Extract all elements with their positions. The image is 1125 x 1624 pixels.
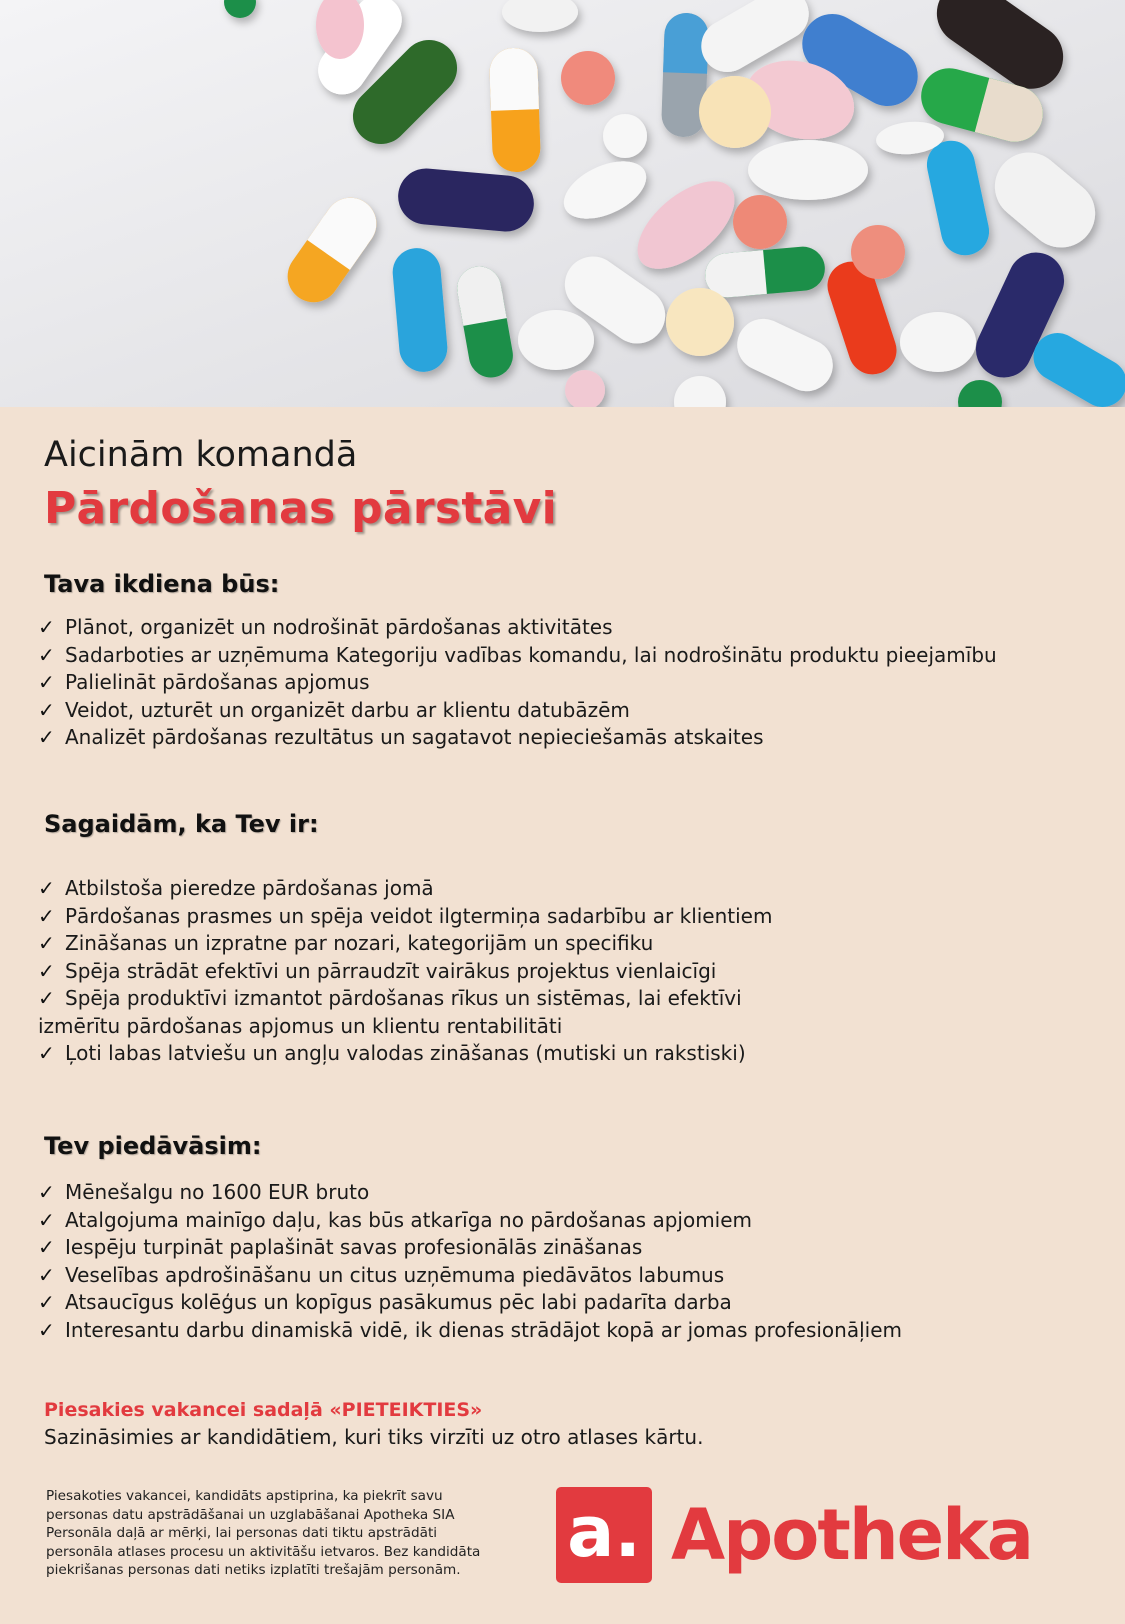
job-posting <box>0 407 1125 1624</box>
list-item: ✓ Atsaucīgus kolēģus un kopīgus pasākumus pēc labi padarīta darba <box>38 1289 902 1317</box>
check-icon: ✓ <box>38 1207 55 1232</box>
list-item: ✓ Mēnešalgu no 1600 EUR bruto <box>38 1179 902 1207</box>
check-icon: ✓ <box>38 903 55 928</box>
logo-mark-text: a. <box>567 1491 641 1573</box>
hero-pills-image <box>0 0 1125 407</box>
check-icon: ✓ <box>38 931 55 955</box>
check-icon: ✓ <box>38 986 55 1010</box>
check-icon: ✓ <box>38 876 55 900</box>
check-icon: ✓ <box>38 1180 55 1204</box>
list-item: ✓ Atalgojuma mainīgo daļu, kas būs atkarīga no pārdošanas apjomiem <box>38 1207 902 1235</box>
job-title: Pārdošanas pārstāvi <box>44 483 558 534</box>
privacy-disclaimer: Piesakoties vakancei, kandidāts apstiprina, ka piekrīt savu personas datu apstrādāšanai un uzglabāšanai Apotheka SIA Personāla daļā ar mērķi, lai personas dati tiktu apstrādāti personāla atlases procesu un aktivitāšu ietvaros. Bez kandidāta piekrišanas personas dati netiks izplatīti trešajām personām. <box>46 1488 481 1578</box>
list-item: ✓ Sadarboties ar uzņēmuma Kategoriju vadības komandu, lai nodrošinātu produktu pieejamību <box>38 642 997 670</box>
check-icon: ✓ <box>38 1290 55 1314</box>
check-icon: ✓ <box>38 615 55 639</box>
logo-mark <box>556 1487 652 1583</box>
section-heading-daily-tasks: Tava ikdiena būs: <box>44 570 280 598</box>
logo-wordmark: Apotheka <box>671 1494 1032 1576</box>
check-icon: ✓ <box>38 1262 55 1287</box>
section-heading-requirements: Sagaidām, ka Tev ir: <box>44 810 319 838</box>
section-heading-offer: Tev piedāvāsim: <box>44 1132 262 1160</box>
list-item: ✓ Veidot, uzturēt un organizēt darbu ar klientu datubāzēm <box>38 697 997 725</box>
list-item: ✓ Atbilstoša pieredze pārdošanas jomā <box>38 875 828 903</box>
apply-instruction: Piesakies vakancei sadaļā «PIETEIKTIES» <box>44 1399 483 1421</box>
list-item: ✓ Palielināt pārdošanas apjomus <box>38 669 997 697</box>
list-item: ✓ Iespēju turpināt paplašināt savas profesionālās zināšanas <box>38 1234 902 1262</box>
check-icon: ✓ <box>38 958 55 983</box>
list-item: ✓ Plānot, organizēt un nodrošināt pārdošanas aktivitātes <box>38 614 997 642</box>
check-icon: ✓ <box>38 1041 55 1065</box>
check-icon: ✓ <box>38 670 55 694</box>
list-item: ✓ Ļoti labas latviešu un angļu valodas zināšanas (mutiski un rakstiski) <box>38 1040 828 1068</box>
check-icon: ✓ <box>38 725 55 749</box>
check-icon: ✓ <box>38 642 55 667</box>
list-item: ✓ Spēja produktīvi izmantot pārdošanas rīkus un sistēmas, lai efektīvi izmērītu pārdošanas apjomus un klientu rentabilitāti <box>38 986 742 1038</box>
check-icon: ✓ <box>38 697 55 722</box>
pills-illustration <box>0 0 1125 407</box>
daily-tasks-list <box>38 614 997 752</box>
apotheka-logo <box>556 1487 1056 1587</box>
check-icon: ✓ <box>38 1235 55 1259</box>
list-item: ✓ Analizēt pārdošanas rezultātus un sagatavot nepieciešamās atskaites <box>38 724 997 752</box>
offer-list <box>38 1179 902 1344</box>
intro-text: Aicinām komandā <box>44 435 358 475</box>
list-item: ✓ Spēja strādāt efektīvi un pārraudzīt vairākus projektus vienlaicīgi <box>38 958 828 986</box>
check-icon: ✓ <box>38 1317 55 1342</box>
list-item: ✓ Interesantu darbu dinamiskā vidē, ik dienas strādājot kopā ar jomas profesionāļiem <box>38 1317 902 1345</box>
requirements-list <box>38 875 828 1068</box>
list-item: ✓ Veselības apdrošināšanu un citus uzņēmuma piedāvātos labumus <box>38 1262 902 1290</box>
list-item: ✓ Pārdošanas prasmes un spēja veidot ilgtermiņa sadarbību ar klientiem <box>38 903 828 931</box>
contact-note: Sazināsimies ar kandidātiem, kuri tiks virzīti uz otro atlases kārtu. <box>44 1425 704 1449</box>
list-item: ✓ Zināšanas un izpratne par nozari, kategorijām un specifiku <box>38 930 828 958</box>
